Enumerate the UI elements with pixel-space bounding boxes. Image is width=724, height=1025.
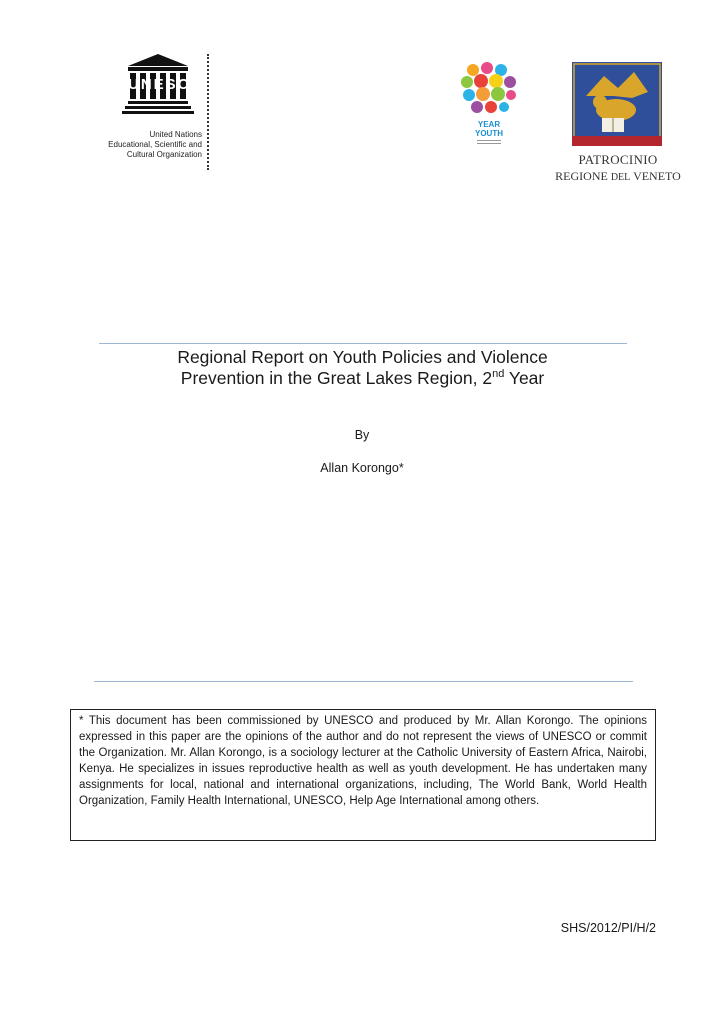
veneto-region-word: REGIONE (555, 169, 611, 183)
unesco-logo (86, 52, 216, 172)
youth-year-line: YEAR (477, 120, 501, 129)
title-line-2-prefix: Prevention in the Great Lakes Region, 2 (180, 368, 493, 388)
title-line-2 (100, 368, 625, 389)
title-bottom-rule (94, 681, 633, 682)
unesco-org-line: Educational, Scientific and (108, 140, 202, 149)
veneto-region-article: DEL (610, 172, 631, 183)
veneto-logo (552, 62, 684, 186)
title-top-rule (99, 343, 627, 344)
unesco-organization-name (86, 130, 202, 160)
veneto-patrocinio: PATROCINIO (578, 152, 658, 167)
winged-lion-crest-icon (552, 62, 684, 148)
document-code: SHS/2012/PI/H/2 (560, 921, 656, 935)
page-title (100, 347, 625, 389)
author-name: Allan Korongo* (320, 461, 404, 475)
speech-bubbles-icon (459, 62, 519, 118)
title-line-2-suffix: Year (504, 368, 545, 388)
youth-year-text (459, 120, 519, 138)
author-note-text: * This document has been commissioned by UNESCO and produced by Mr. Allan Korongo. The opinions expressed in this paper are the opinions of the author and do not represent the views of UNESCO or commit the Organization. Mr. Allan Korongo, is a sociology lecturer at the Catholic University of Eastern Africa, Nairobi, Kenya. He specializes in issues reproductive health as well as youth development. He has undertaken many assignments for local, national and international organizations, including, The World Bank, World Health Organization, Family Health International, UNESCO, Help Age International among others. (79, 715, 647, 807)
title-ordinal-suffix: nd (492, 368, 505, 381)
youth-year-fineprint-line (477, 140, 501, 141)
unesco-org-line: Cultural Organization (126, 150, 202, 159)
youth-year-fineprint-line (477, 143, 501, 144)
unesco-wordmark: UNESCO (128, 76, 205, 93)
unesco-org-line: United Nations (149, 130, 202, 139)
youth-year-line: YOUTH (475, 129, 503, 138)
title-line-1: Regional Report on Youth Policies and Violence (177, 347, 548, 367)
youth-year-logo (459, 62, 519, 154)
author-note-box (70, 709, 656, 841)
veneto-region-name (552, 169, 684, 184)
byline-label: By (354, 428, 370, 442)
veneto-region-word: VENETO (630, 169, 681, 183)
dotted-divider (207, 54, 211, 170)
